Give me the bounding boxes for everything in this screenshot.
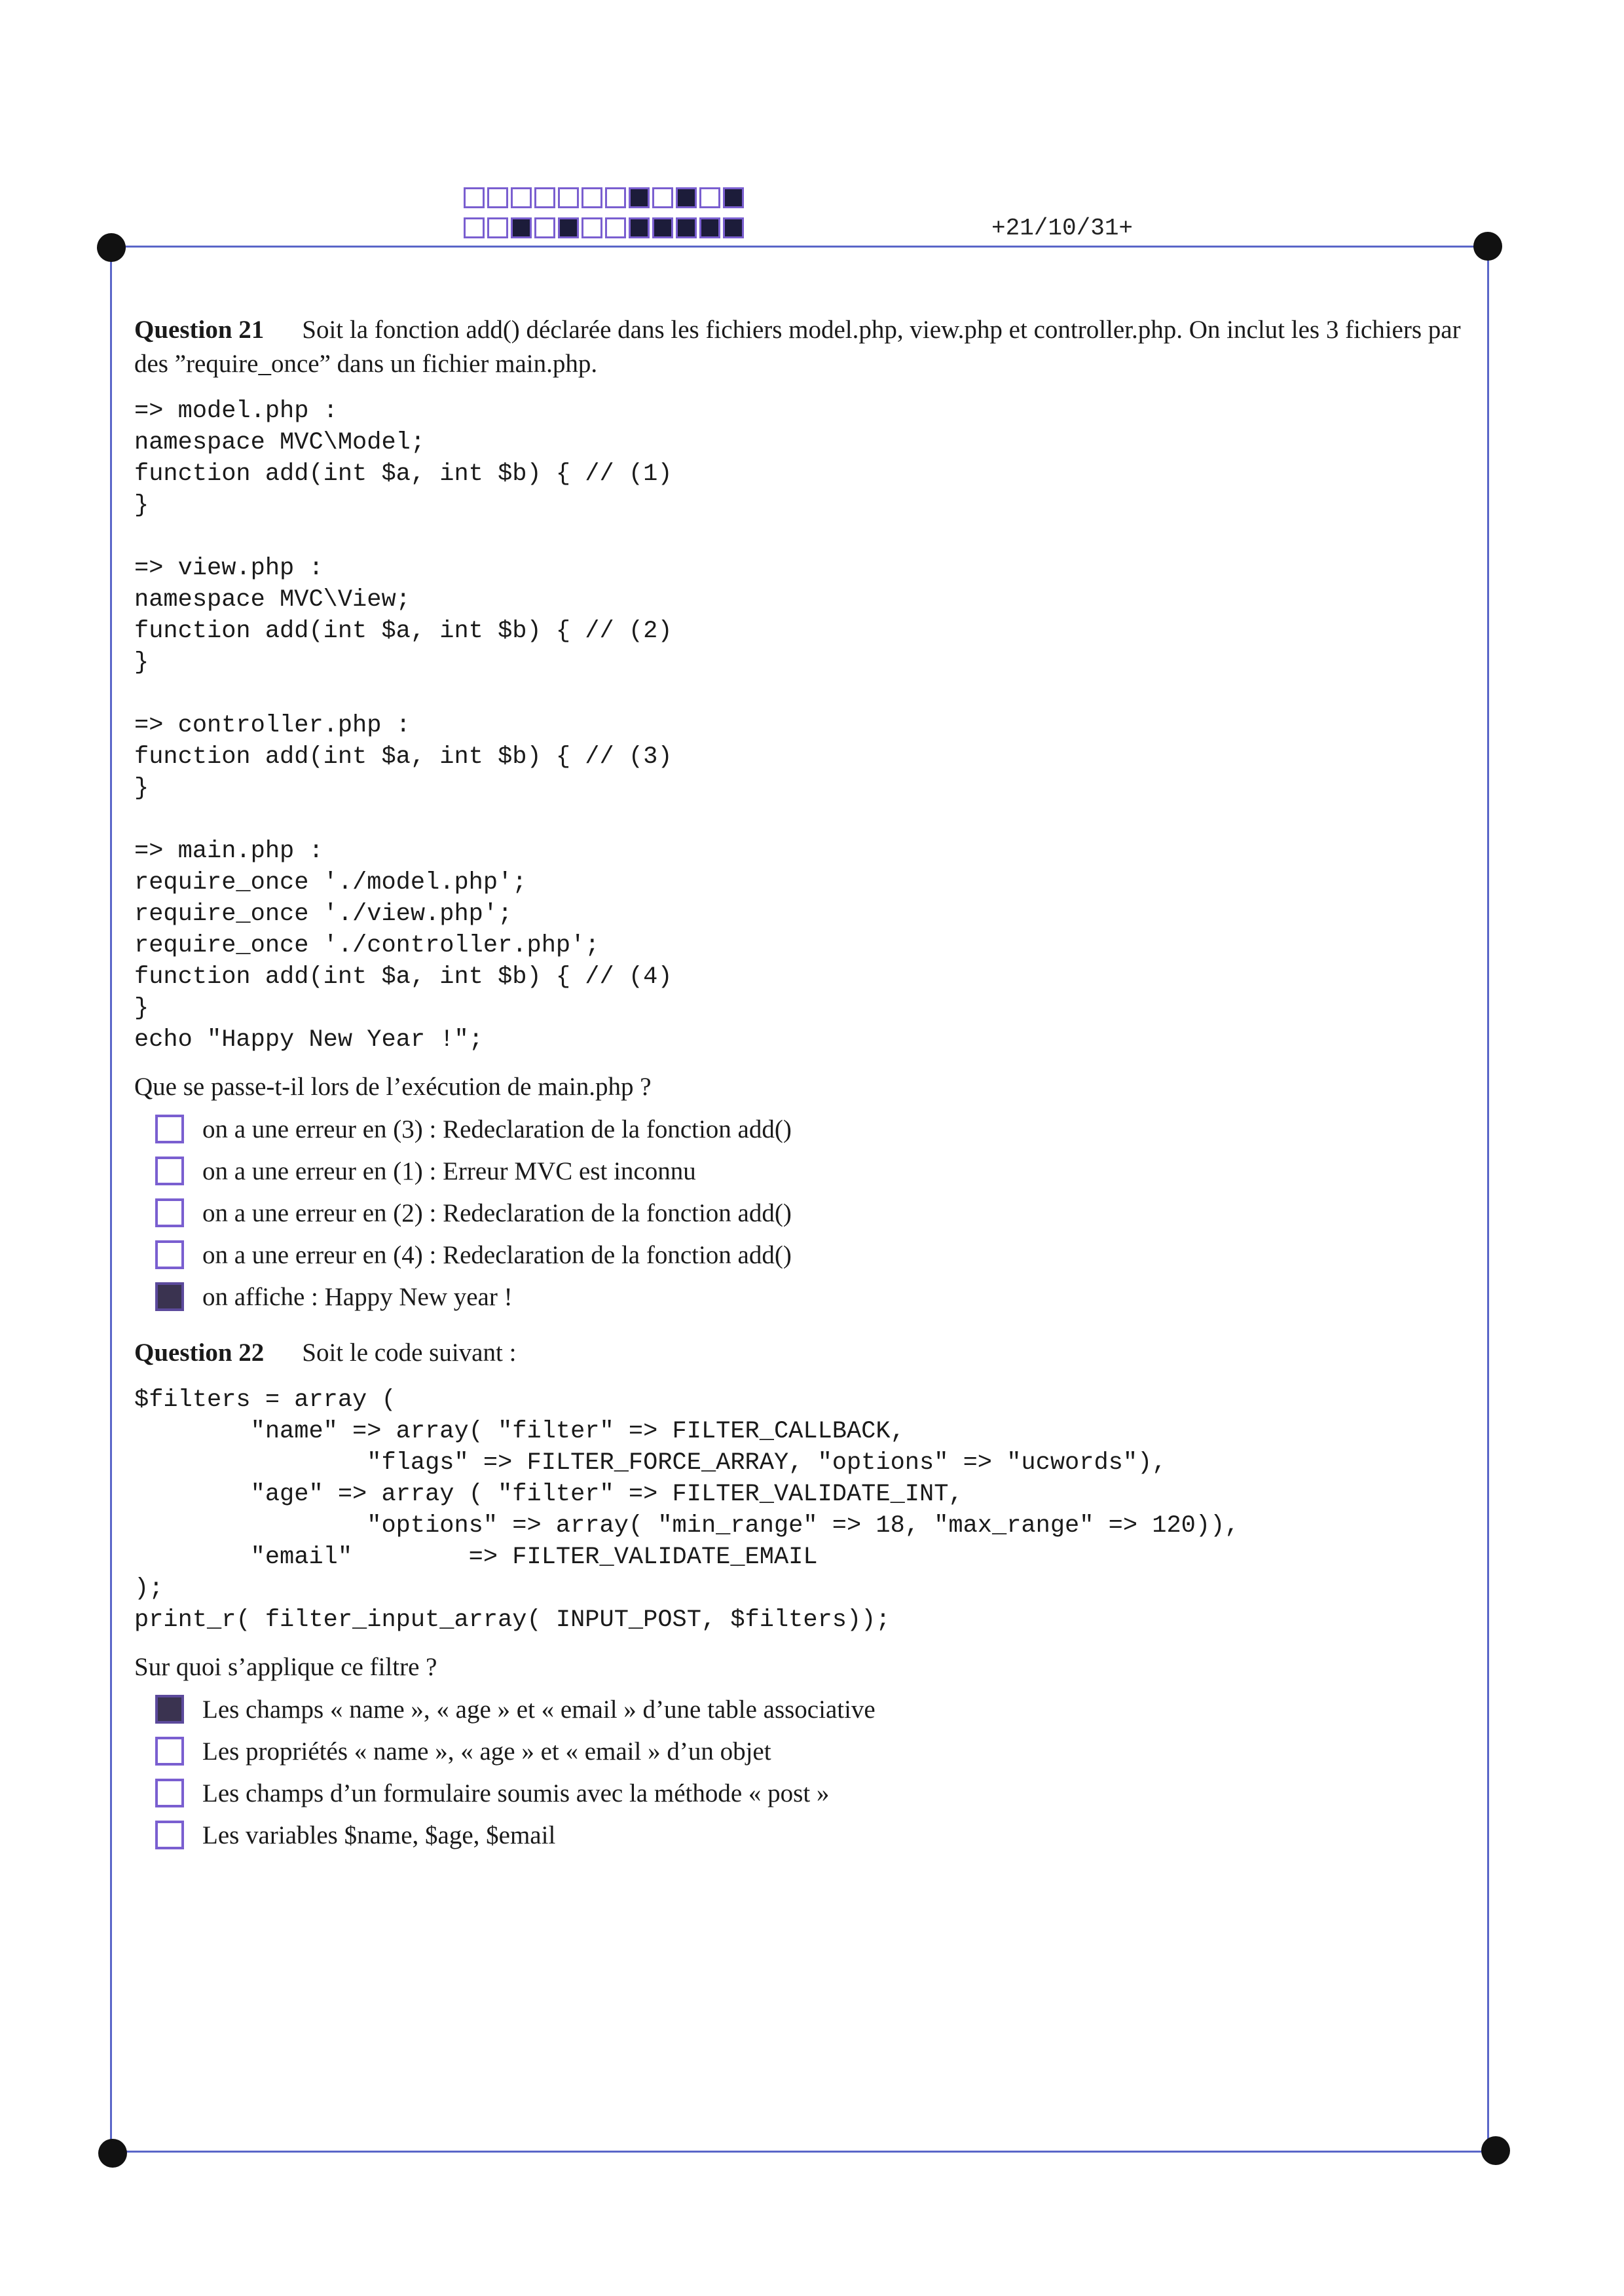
q21-answer-4-checkbox[interactable] [155,1240,184,1269]
question-21-number: Question 21 [134,316,265,344]
barcode-cell [629,217,650,238]
q21-answer-3-checkbox[interactable] [155,1198,184,1227]
q21-answer-5-label: on affiche : Happy New year ! [202,1282,513,1311]
q22-answer-3 [134,1772,1470,1814]
q22-answer-2 [134,1730,1470,1772]
barcode-row-2 [464,217,747,238]
barcode-cell [699,187,720,208]
q21-answer-2-label: on a une erreur en (1) : Erreur MVC est inconnu [202,1157,696,1185]
q21-answer-2 [134,1150,1470,1192]
barcode-cell [534,187,555,208]
question-22-prompt: Sur quoi s’applique ce filtre ? [134,1653,437,1681]
q21-answer-3-label: on a une erreur en (2) : Redeclaration de la fonction add() [202,1198,792,1227]
question-21-answers [134,1108,1470,1318]
corner-marker-top-left [97,233,126,262]
barcode-cell [652,217,673,238]
frame-bottom-line [110,2151,1489,2153]
q22-answer-4-label: Les variables $name, $age, $email [202,1821,556,1849]
corner-marker-top-right [1473,232,1502,261]
frame-left-line [110,246,112,2151]
q21-answer-3 [134,1192,1470,1234]
barcode-cell [605,217,626,238]
q21-answer-5-checkbox[interactable] [155,1282,184,1311]
exam-content [134,313,1470,1856]
q21-answer-5 [134,1276,1470,1318]
code-view-php: => view.php : namespace MVC\View; function add(int $a, int $b) { // (2) } [134,555,673,676]
q21-answer-4 [134,1234,1470,1276]
q21-answer-1-label: on a une erreur en (3) : Redeclaration de la fonction add() [202,1115,792,1143]
barcode-cell [511,187,532,208]
question-21-statement [134,313,1470,381]
q22-answer-2-label: Les propriétés « name », « age » et « email » d’un objet [202,1737,771,1766]
q22-answer-1 [134,1688,1470,1730]
question-22-statement [134,1336,1470,1370]
barcode-cell [534,217,555,238]
barcode-cell [487,187,508,208]
corner-marker-bottom-right [1481,2136,1510,2165]
q22-answer-1-checkbox[interactable] [155,1695,184,1724]
barcode-cell [487,217,508,238]
code-main-php: => main.php : require_once './model.php'; require_once './view.php'; require_once './controller.php'; function add(int $a, int $b) { // (4) } echo "Happy New Year !"; [134,838,673,1054]
barcode-cell [581,217,602,238]
question-21-text: Soit la fonction add() déclarée dans les fichiers model.php, view.php et controller.php. On inclut les 3 fichiers par des ”require_once” dans un fichier main.php. [134,316,1461,378]
barcode-cell [464,217,485,238]
barcode-cell [558,217,579,238]
barcode-cell [699,217,720,238]
q21-answer-1 [134,1108,1470,1150]
barcode-cell [581,187,602,208]
barcode-cell [605,187,626,208]
question-22-answers [134,1688,1470,1856]
question-22-text: Soit le code suivant : [302,1339,517,1367]
question-21-prompt: Que se passe-t-il lors de l’exécution de main.php ? [134,1073,652,1101]
q21-answer-1-checkbox[interactable] [155,1115,184,1143]
frame-top-line [110,246,1489,248]
barcode-cell [629,187,650,208]
q22-answer-3-checkbox[interactable] [155,1779,184,1807]
code-model-php: => model.php : namespace MVC\Model; function add(int $a, int $b) { // (1) } [134,398,673,519]
barcode-cell [676,187,697,208]
code-filters: $filters = array ( "name" => array( "filter" => FILTER_CALLBACK, "flags" => FILTER_FORCE_ARRAY, "options" => "ucwords"), "age" => array ( "filter" => FILTER_VALIDATE_INT, "options" => array( "min_range" => 18, "max_range" => 120)), "email" => FILTER_VALIDATE_EMAIL ); print_r( filter_input_array( INPUT_POST, $filters)); [134,1386,1240,1634]
q22-answer-3-label: Les champs d’un formulaire soumis avec la méthode « post » [202,1779,830,1807]
barcode-cell [723,187,744,208]
q22-answer-2-checkbox[interactable] [155,1737,184,1766]
barcode-cell [511,217,532,238]
code-controller-php: => controller.php : function add(int $a, int $b) { // (3) } [134,712,673,802]
q22-answer-4 [134,1814,1470,1856]
q21-answer-2-checkbox[interactable] [155,1157,184,1185]
q22-answer-1-label: Les champs « name », « age » et « email » d’une table associative [202,1695,876,1724]
barcode-cell [652,187,673,208]
q21-answer-4-label: on a une erreur en (4) : Redeclaration de la fonction add() [202,1240,792,1269]
question-22-number: Question 22 [134,1339,265,1367]
barcode-cell [558,187,579,208]
barcode-cell [464,187,485,208]
q22-answer-4-checkbox[interactable] [155,1821,184,1849]
corner-marker-bottom-left [98,2139,127,2168]
barcode-row-1 [464,187,747,208]
barcode-cell [723,217,744,238]
frame-right-line [1487,246,1489,2151]
barcode-cell [676,217,697,238]
copy-code-id: +21/10/31+ [991,215,1134,242]
